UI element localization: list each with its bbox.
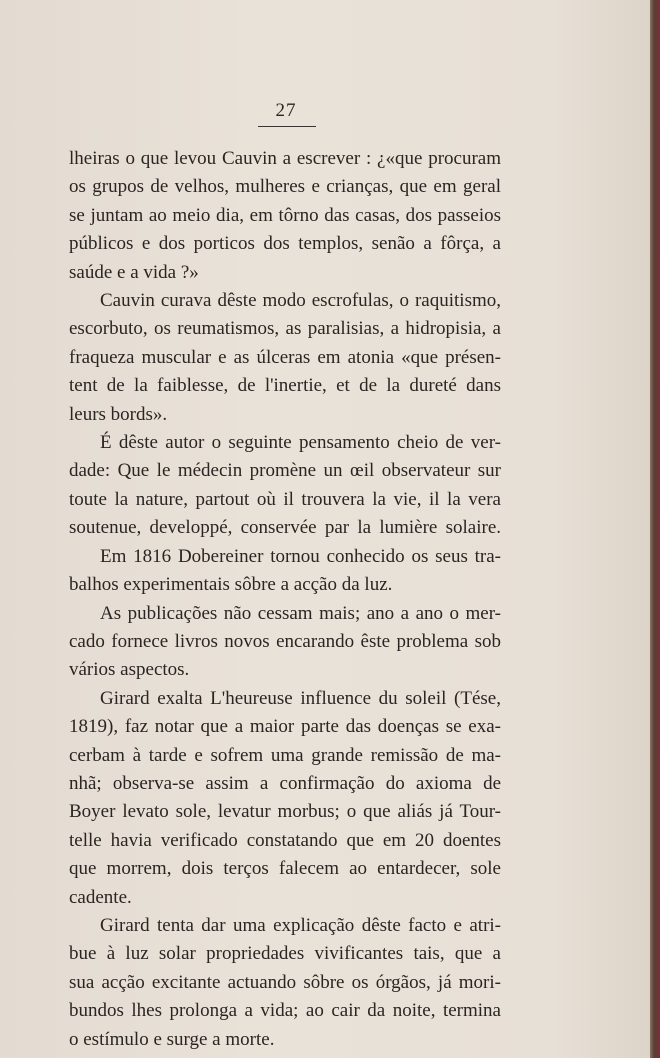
body-text	[69, 145, 501, 1054]
text-line: cado fornece livros novos encarando êste problema sob	[69, 630, 501, 652]
text-line: os grupos de velhos, mulheres e crianças, que em geral	[69, 176, 501, 198]
text-line: As publicações não cessam mais; ano a ano o mer-	[100, 602, 501, 624]
text-line: cerbam à tarde e sofrem uma grande remissão de ma-	[69, 744, 501, 766]
text-line: vários aspectos.	[69, 659, 190, 681]
text-line: Boyer levato sole, levatur morbus; o que aliás já Tour-	[69, 801, 501, 823]
text-line: balhos experimentais sôbre a acção da luz.	[69, 574, 393, 596]
text-line: Girard exalta L'heureuse influence du soleil (Tése,	[100, 687, 501, 709]
text-line: 1819), faz notar que a maior parte das doenças se exa-	[69, 716, 501, 738]
page-edge	[650, 0, 660, 1058]
text-line: se juntam ao meio dia, em tôrno das casas, dos passeios	[69, 204, 501, 226]
text-line: bue à luz solar propriedades vivificantes tais, que a	[69, 943, 501, 965]
text-line: Girard tenta dar uma explicação dêste facto e atri-	[100, 914, 501, 936]
text-line: soutenue, developpé, conservée par la lumière solaire.	[69, 517, 501, 539]
page-number-rule	[258, 126, 316, 127]
text-line: leurs bords».	[69, 403, 168, 425]
text-line: fraqueza muscular e as úlceras em atonia «que présen-	[69, 346, 501, 368]
text-line: sua acção excitante actuando sôbre os órgãos, já mori-	[69, 971, 501, 993]
text-line: Cauvin curava dêste modo escrofulas, o raquitismo,	[100, 290, 501, 312]
text-line: o estímulo e surge a morte.	[69, 1028, 275, 1050]
text-line: públicos e dos porticos dos templos, senão a fôrça, a	[69, 233, 501, 255]
text-line: lheiras o que levou Cauvin a escrever : ¿«que procuram	[69, 148, 501, 169]
text-line: Em 1816 Dobereiner tornou conhecido os seus tra-	[100, 545, 501, 567]
text-line: escorbuto, os reumatismos, as paralisias, a hidropisia, a	[69, 318, 501, 340]
text-line: telle havia verificado constatando que em 20 doentes	[69, 829, 501, 851]
text-line: dade: Que le médecin promène un œil observateur sur	[69, 460, 501, 482]
page-number: 27	[275, 100, 297, 121]
text-line: que morrem, dois terços falecem ao entardecer, sole	[69, 858, 501, 880]
text-line: saúde e a vida ?»	[69, 261, 199, 283]
text-line: cadente.	[69, 886, 132, 908]
text-line: nhã; observa-se assim a confirmação do axioma de	[69, 772, 501, 794]
text-line: tent de la faiblesse, de l'inertie, et de la dureté dans	[69, 375, 501, 397]
text-line: bundos lhes prolonga a vida; ao cair da noite, termina	[69, 1000, 501, 1022]
text-line: toute la nature, partout où il trouvera la vie, il la vera	[69, 488, 501, 510]
text-line: É dêste autor o seguinte pensamento cheio de ver-	[100, 432, 501, 454]
